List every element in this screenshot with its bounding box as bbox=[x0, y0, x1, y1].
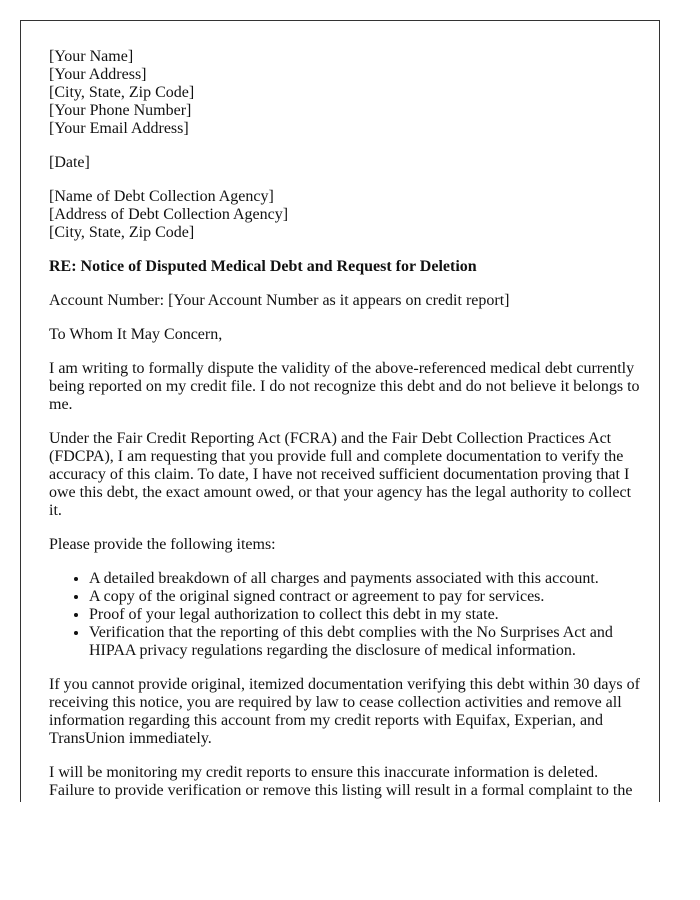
sender-address: [Your Address] bbox=[49, 66, 147, 83]
list-item: • Verification that the reporting of this debt complies with the No Surprises Act and HIPAA privacy regulations regarding the disclosure of medical information. bbox=[89, 624, 641, 660]
closing-paragraph: I will be monitoring my credit reports to ensure this inaccurate information is deleted. Failure to provide verification or remove this listing will result in a formal complaint to the bbox=[49, 764, 633, 799]
letter-page bbox=[20, 20, 660, 802]
sender-name: [Your Name] bbox=[49, 48, 134, 65]
list-item: • A copy of the original signed contract or agreement to pay for services. bbox=[89, 588, 641, 606]
list-item: • Proof of your legal authorization to collect this debt in my state. bbox=[89, 606, 641, 624]
recipient-address: [Address of Debt Collection Agency] bbox=[49, 206, 289, 223]
deadline-paragraph: If you cannot provide original, itemized documentation verifying this debt within 30 days of receiving this notice, you are required by law to cease collection activities and remove all information regarding this account from my credit reports with Equifax, Experian, and TransUnion immediately. bbox=[49, 676, 640, 747]
sender-address-block bbox=[49, 48, 641, 138]
letter-date: [Date] bbox=[49, 154, 90, 171]
recipient-city-state-zip: [City, State, Zip Code] bbox=[49, 224, 195, 241]
legal-basis-paragraph: Under the Fair Credit Reporting Act (FCRA) and the Fair Debt Collection Practices Act (FDCPA), I am requesting that you provide full and complete documentation to verify the accuracy of this claim. To date, I have not received sufficient documentation proving that I owe this debt, the exact amount owed, or that your agency has the legal authority to collect it. bbox=[49, 430, 632, 519]
sender-email: [Your Email Address] bbox=[49, 120, 189, 137]
sender-city-state-zip: [City, State, Zip Code] bbox=[49, 84, 195, 101]
salutation: To Whom It May Concern, bbox=[49, 326, 223, 343]
recipient-address-block bbox=[49, 188, 641, 242]
list-item: • A detailed breakdown of all charges and payments associated with this account. bbox=[89, 570, 641, 588]
sender-phone: [Your Phone Number] bbox=[49, 102, 192, 119]
intro-paragraph: I am writing to formally dispute the validity of the above-referenced medical debt currently being reported on my credit file. I do not recognize this debt and do not believe it belongs to me. bbox=[49, 360, 640, 413]
requested-items-list bbox=[49, 570, 641, 660]
account-number-line: Account Number: [Your Account Number as it appears on credit report] bbox=[49, 292, 510, 309]
subject-line: RE: Notice of Disputed Medical Debt and Request for Deletion bbox=[49, 258, 477, 275]
recipient-name: [Name of Debt Collection Agency] bbox=[49, 188, 274, 205]
request-intro-paragraph: Please provide the following items: bbox=[49, 536, 276, 553]
dispute-letter bbox=[49, 48, 641, 802]
